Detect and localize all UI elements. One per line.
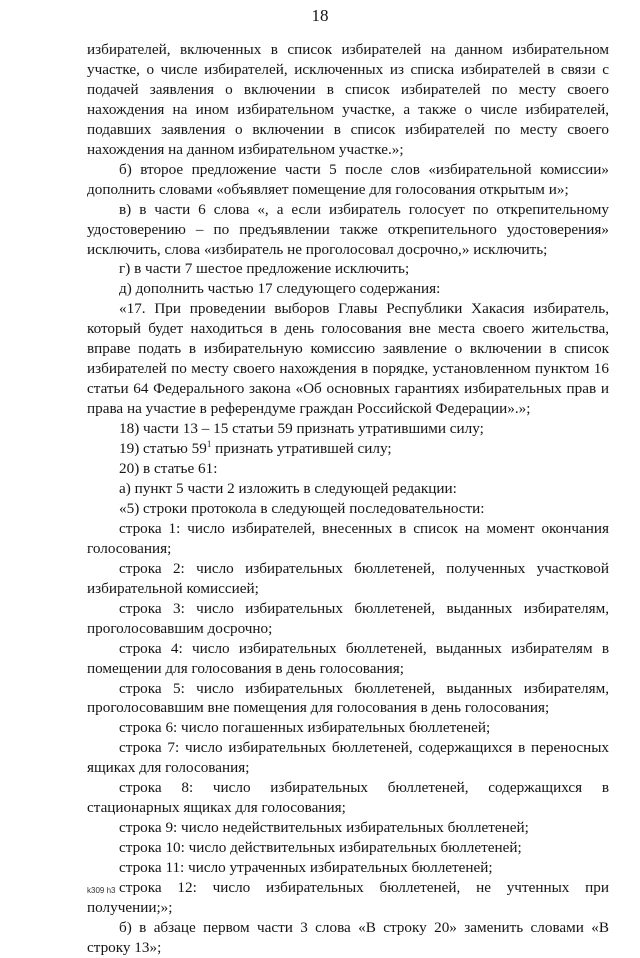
paragraph-tail: признать утратившей силу;	[211, 440, 392, 458]
paragraph: строка 4: число избирательных бюллетеней, выданных избирателям в помещении для голосования в день голосования;	[87, 639, 609, 677]
paragraph: строка 5: число избирательных бюллетеней, выданных избирателям, проголосовавшим вне помещения для голосования в день голосования;	[87, 679, 609, 717]
page-number: 18	[311, 6, 329, 25]
paragraph: строка 3: число избирательных бюллетеней, выданных избирателям, проголосовавшим досрочно;	[87, 599, 609, 637]
paragraph: г) в части 7 шестое предложение исключить;	[119, 260, 410, 278]
paragraph: строка 8: число избирательных бюллетеней, содержащихся в стационарных ящиках для голосования;	[87, 779, 609, 817]
paragraph: строка 10: число действительных избирательных бюллетеней;	[119, 839, 522, 857]
paragraph: 18) части 13 – 15 статьи 59 признать утратившими силу;	[119, 420, 484, 438]
paragraph: «5) строки протокола в следующей последовательности:	[119, 499, 485, 517]
paragraph: строка 6: число погашенных избирательных бюллетеней;	[119, 719, 491, 737]
document-body	[87, 40, 609, 958]
paragraph: б) в абзаце первом части 3 слова «В строку 20» заменить словами «В строку 13»;	[87, 918, 609, 956]
paragraph-text: 19) статью 59	[119, 440, 207, 458]
paragraph: «17. При проведении выборов Главы Республики Хакасия избиратель, который будет находиться в день голосования вне места своего жительства, вправе подать в избирательную комиссию заявление о включении в список избирателей по месту своего нахождения в порядке, установленном пунктом 16 статьи 64 Федерального закона «Об основных гарантиях избирательных прав и права на участие в референдуме граждан Российской Федерации».»;	[87, 300, 609, 418]
paragraph: строка 11: число утраченных избирательных бюллетеней;	[119, 859, 493, 877]
footer-code: k309 h3	[87, 886, 116, 895]
paragraph: строка 7: число избирательных бюллетеней, содержащихся в переносных ящиках для голосования;	[87, 739, 609, 777]
article-superscript: 1	[206, 439, 212, 450]
paragraph: строка 9: число недействительных избирательных бюллетеней;	[119, 819, 529, 837]
paragraph: избирателей, включенных в список избирателей на данном избирательном участке, о числе избирателей, исключенных из списка избирателей в связи с подачей заявления о включении в список избирателей по месту своего нахождения на ином избирательном участке, а также о числе избирателей, подавших заявления о включении в список избирателей по месту своего нахождения на данном избирательном участке.»;	[87, 41, 609, 158]
paragraph: б) второе предложение части 5 после слов «избирательной комиссии» дополнить словами «объявляет помещение для голосования открытым и»;	[87, 160, 609, 198]
paragraph: а) пункт 5 части 2 изложить в следующей редакции:	[119, 479, 457, 497]
paragraph: в) в части 6 слова «, а если избиратель голосует по открепительному удостоверению – по предъявлении также открепительного удостоверения» исключить, слова «избиратель не проголосовал досрочно,» исключить;	[87, 200, 609, 258]
paragraph: строка 2: число избирательных бюллетеней, полученных участковой избирательной комиссией;	[87, 559, 609, 597]
paragraph: д) дополнить частью 17 следующего содержания:	[119, 280, 441, 298]
paragraph: 20) в статье 61:	[119, 460, 218, 478]
paragraph: строка 1: число избирателей, внесенных в список на момент окончания голосования;	[87, 519, 609, 557]
paragraph-with-superscript	[87, 439, 609, 459]
paragraph: строка 12: число избирательных бюллетеней, не учтенных при получении;»;	[87, 879, 609, 916]
